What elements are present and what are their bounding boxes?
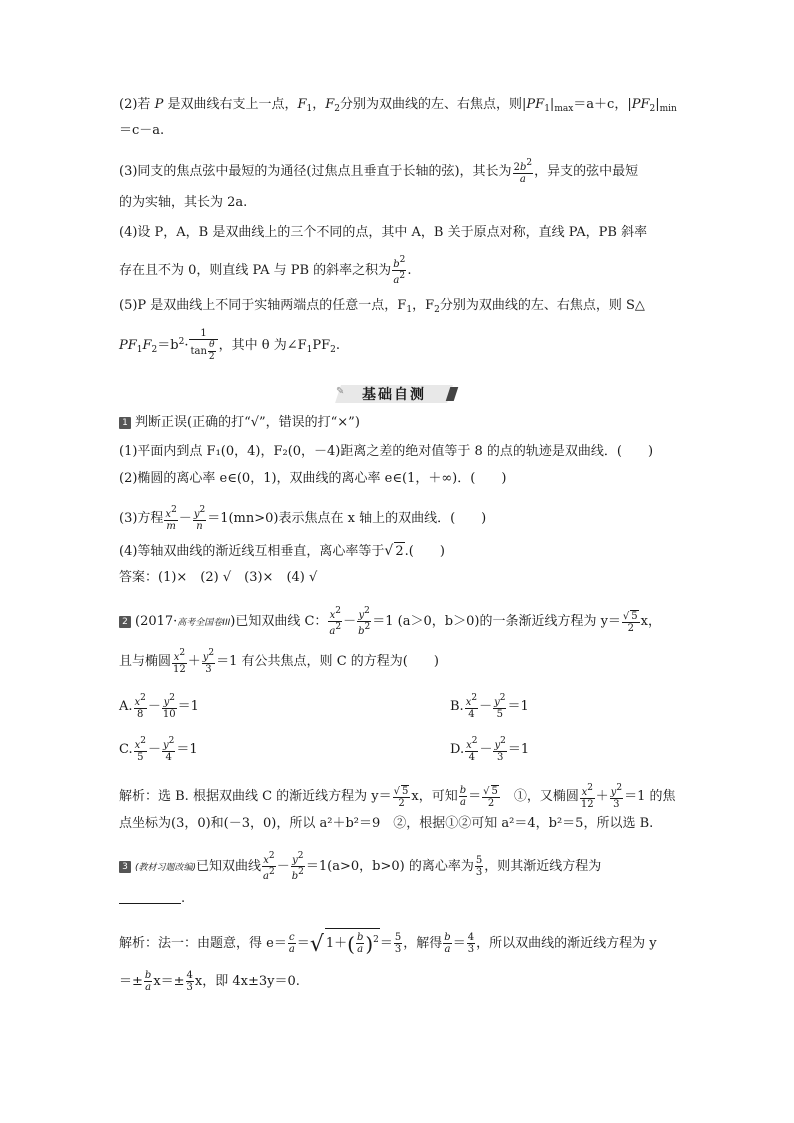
q2-number-badge: 2 (119, 616, 131, 628)
property-3-line-1: (3)同支的焦点弦中最短的为通径(过焦点且垂直于长轴的弦)，其长为 $\frac{2b2}{a}$ ，异支的弦中最短 (119, 158, 639, 185)
q2-option-b[interactable]: B. $\frac{x2}{4}$ － $\frac{y2}{5}$ ＝1 (450, 693, 529, 720)
q3-answer-blank[interactable]: . (119, 890, 185, 908)
banner-decoration-icon: ✎ (336, 386, 345, 397)
q1-statement-3: (3)方程 $\frac{x2}{m}$ － $\frac{y2}{n}$ ＝1(mn>0)表示焦点在 x 轴上的双曲线．( ) (119, 505, 487, 532)
property-2-line-2: ＝c－a. (119, 123, 165, 138)
property-4-line-2: 存在且不为 0，则直线 PA 与 PB 的斜率之积为 $\frac{b2}{a2}$ . (119, 255, 412, 286)
q1-stem: 1 判断正误(正确的打“√”，错误的打“×”) (119, 414, 360, 432)
q2-option-d[interactable]: D. $\frac{x2}{4}$ － $\frac{y2}{3}$ ＝1 (450, 736, 530, 763)
property-2-line-1: (2)若 P 是双曲线右支上一点，$F_1$，$F_2$分别为双曲线的左、右焦点，则$|PF_1|_{max}=a+c$，$|PF_2|_{min}$ (119, 97, 677, 114)
q3-stem-line-1: 3 (教材习题改编)已知双曲线 $\frac{x2}{a2}$ － $\frac{y2}{b2}$ ＝1(a>0，b>0) 的离心率为 $\frac{5}{3}$ ，则其渐近线方程为 (119, 851, 601, 882)
property-5-line-1: (5)P 是双曲线上不同于实轴两端点的任意一点，$F_1$，$F_2$分别为双曲线的左、右焦点，则 S△ (119, 298, 645, 315)
q2-option-c[interactable]: C. $\frac{x2}{5}$ － $\frac{y2}{4}$ ＝1 (119, 736, 198, 763)
banner-title: 基础自测 (362, 387, 426, 403)
property-3-line-2: 的为实轴，其长为 2a. (119, 195, 248, 210)
property-5-line-2: $PF_1F_2=b^2\cdot$ 1 tan $\frac{\theta}{2}$ ，其中 θ 为$\angle F_1PF_2$. (119, 328, 341, 362)
q3-solution-line-1: 解析：法一：由题意，得 e＝ $\frac{c}{a}$ ＝√ 1＋( $\frac{b}{a}$ )$^2$＝ $\frac{5}{3}$ ，解得 $\frac{b}{a}$ ＝ $\frac{4}{3}$ ，所以双曲线的渐近线方程为 y (119, 928, 657, 955)
q1-statement-4: (4)等轴双曲线的渐近线互相垂直，离心率等于√ 2.( ) (119, 543, 445, 559)
answer-blank-line[interactable] (119, 891, 181, 904)
q1-statement-2: (2)椭圆的离心率 e∈(0，1)，双曲线的离心率 e∈(1，＋∞)．( ) (119, 471, 507, 486)
q2-option-a[interactable]: A. $\frac{x2}{8}$ － $\frac{y2}{10}$ ＝1 (119, 693, 199, 720)
q2-solution-line-1: 解析：选 B. 根据双曲线 C 的渐近线方程为 y＝ $\frac{√ 5}{2}$ x，可知 $\frac{b}{a}$ ＝ $\frac{√ 5}{2}$ ①，又椭圆 $\frac{x2}{12}$ ＋ $\frac{y2}{3}$ ＝1 的焦 (119, 783, 676, 810)
q2-stem-line-2: 且与椭圆 $\frac{x2}{12}$ ＋ $\frac{y2}{3}$ ＝1 有公共焦点，则 C 的方程为( ) (119, 648, 439, 675)
q3-solution-line-2: ＝± $\frac{b}{a}$ x＝± $\frac{4}{3}$ x，即 4x±3y＝0. (119, 970, 300, 993)
q3-number-badge: 3 (119, 861, 131, 873)
property-4-line-1: (4)设 P，A，B 是双曲线上的三个不同的点，其中 A，B 关于原点对称，直线 PA，PB 斜率 (119, 225, 648, 240)
q2-stem-line-1: 2 (2017·高考全国卷III)已知双曲线 C： $\frac{x2}{a2}$ － $\frac{y2}{b2}$ ＝1 (a＞0，b＞0)的一条渐近线方程为 y＝ $\frac{√ 5}{2}$ x， (119, 606, 661, 637)
q1-statement-1: (1)平面内到点 F₁(0，4)，F₂(0，－4)距离之差的绝对值等于 8 的点的轨迹是双曲线．( ) (119, 444, 654, 459)
q1-answer: 答案：(1)× (2) √ (3)× (4) √ (119, 570, 318, 585)
q2-solution-line-2: 点坐标为(3，0)和(－3，0)，所以 a²＋b²＝9 ②，根据①②可知 a²＝4，b²＝5，所以选 B. (119, 816, 654, 831)
q1-number-badge: 1 (119, 417, 131, 429)
section-banner (338, 383, 454, 405)
